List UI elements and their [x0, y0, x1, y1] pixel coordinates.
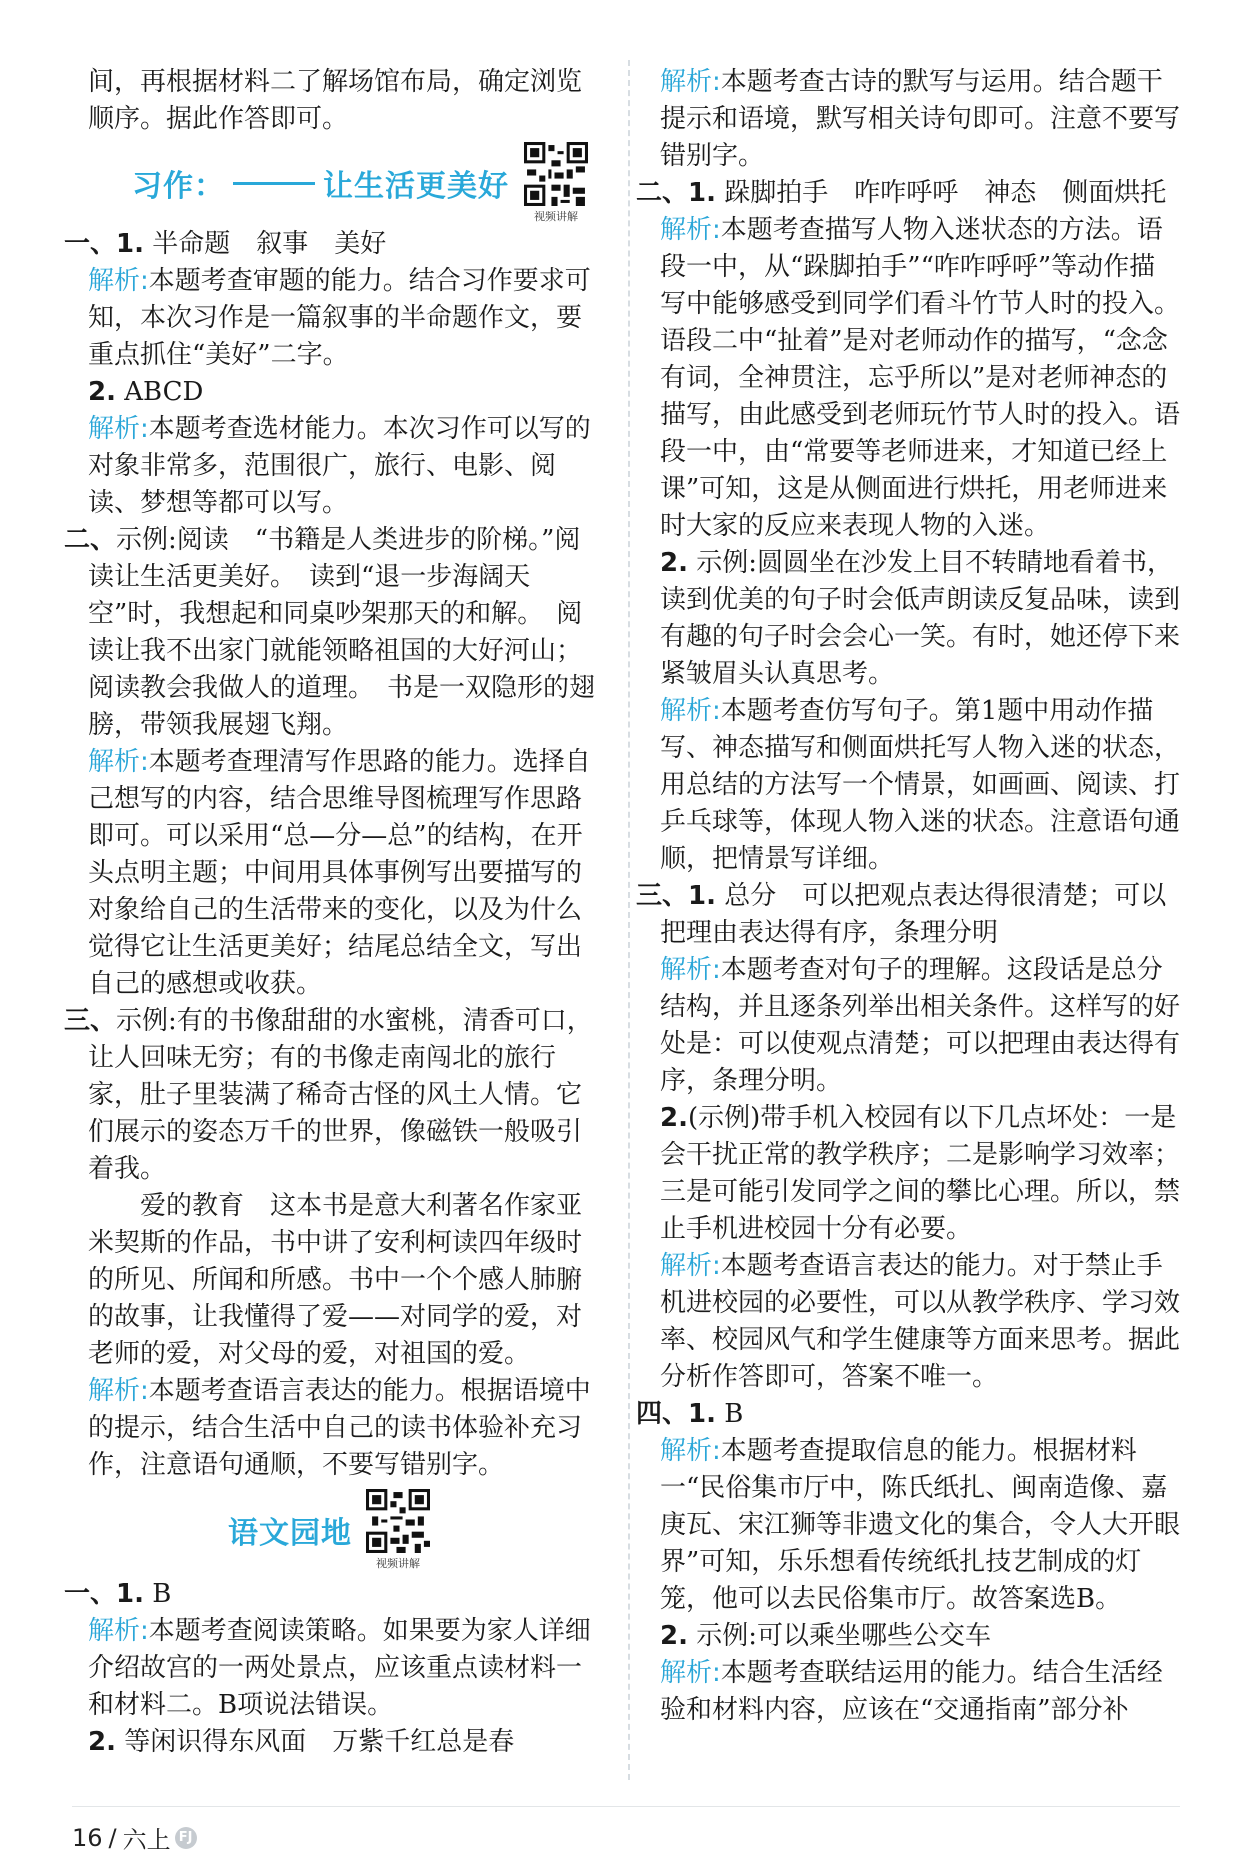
title-blank	[233, 182, 315, 185]
footer-rule	[72, 1806, 1180, 1807]
analysis-label: 解析:	[660, 1251, 721, 1281]
r2-1-analysis: 本题考查描写人物入迷状态的方法。语段一中，从“跺脚拍手”“咋咋呼呼”等动作描写中能够感受到同学们看斗竹节人时的投入。语段二中“扯着”是对老师动作的描写，“念念有词，全神贯注，忘乎所以”是对老师神态的描写，由此感受到老师玩竹节人时的投入。语段一中，由“常要等老师进来，才知道已经上课”可知，这是从侧面进行烘托，用老师进来时大家的反应来表现人物的入迷。	[660, 215, 1181, 541]
q3-analysis: 本题考查语言表达的能力。根据语境中的提示，结合生活中自己的读书体验补充习作，注意语句通顺，不要写错别字。	[88, 1376, 591, 1480]
section-heading-writing	[88, 140, 598, 226]
r3-marker: 三、	[636, 881, 689, 911]
analysis-label: 解析:	[660, 696, 721, 726]
qr-code[interactable]	[366, 1489, 430, 1571]
r4-2-analysis: 本题考查联结运用的能力。结合生活经验和材料内容，应该在“交通指南”部分补	[660, 1658, 1163, 1725]
page-number: 16	[72, 1823, 103, 1852]
grade-label: 六上	[122, 1826, 171, 1854]
footer-separator: /	[108, 1823, 117, 1852]
r3-2-number: 2.	[660, 1103, 688, 1133]
q1-2-analysis: 本题考查选材能力。本次习作可以写的对象非常多，范围很广，旅行、电影、阅读、梦想等都可以写。	[88, 414, 591, 518]
section-heading-yuwen-yuandi	[88, 1484, 598, 1576]
q1-1-number: 1.	[116, 229, 144, 259]
analysis-label: 解析:	[660, 1436, 721, 1466]
r4-marker: 四、	[636, 1399, 689, 1429]
q1-1-analysis: 本题考查审题的能力。结合习作要求可知，本次习作是一篇叙事的半命题作文，要重点抓住“美好”二字。	[88, 266, 591, 370]
analysis-label: 解析:	[660, 955, 721, 985]
analysis-label: 解析:	[660, 1658, 721, 1688]
y1-1-answer: B	[152, 1579, 172, 1609]
y1-marker: 一、	[64, 1579, 117, 1609]
qr-caption: 视频讲解	[376, 1557, 420, 1570]
r2-2-answer: 示例:圆圆坐在沙发上目不转睛地看着书，读到优美的句子时会低声朗读反复品味，读到有趣的句子时会会心一笑。有时，她还停下来紧皱眉头认真思考。	[660, 548, 1181, 689]
right-column	[636, 64, 1181, 1729]
analysis-label: 解析:	[88, 266, 149, 296]
y1-1-number: 1.	[116, 1579, 144, 1609]
q2-answer: 示例:阅读 “书籍是人类进步的阶梯。”阅读让生活更美好。 读到“退一步海阔天空”时，我想起和同桌吵架那天的和解。 阅读让我不出家门就能领略祖国的大好河山；阅读教会我做人的道理。 书是一双隐形的翅膀，带领我展翅飞翔。	[88, 525, 596, 740]
q1-2-number: 2.	[88, 377, 116, 407]
r4-1-analysis: 本题考查提取信息的能力。根据材料一“民俗集市厅中，陈氏纸扎、闽南造像、嘉庚瓦、宋江狮等非遗文化的集合，令人大开眼界”可知，乐乐想看传统纸扎技艺制成的灯笼，他可以去民俗集市厅。故答案选B。	[660, 1436, 1181, 1614]
intro-text: 间，再根据材料二了解场馆布局，确定浏览顺序。据此作答即可。	[88, 67, 583, 134]
r2-1-number: 1.	[688, 178, 716, 208]
qr-code-icon	[524, 142, 588, 206]
left-column	[64, 64, 598, 1761]
r4-2-answer: 示例:可以乘坐哪些公交车	[696, 1621, 991, 1651]
r2-marker: 二、	[636, 178, 689, 208]
analysis-label: 解析:	[660, 215, 721, 245]
r3-2-analysis: 本题考查语言表达的能力。对于禁止手机进校园的必要性，可以从教学秩序、学习效率、校园风气和学生健康等方面来思考。据此分析作答即可，答案不唯一。	[660, 1251, 1181, 1392]
r3-2-answer: (示例)带手机入校园有以下几点坏处：一是会干扰正常的教学秩序；二是影响学习效率；三是可能引发同学之间的攀比心理。所以，禁止手机进校园十分有必要。	[660, 1103, 1181, 1244]
analysis-label: 解析:	[88, 1616, 149, 1646]
y1-2-answer: 等闲识得东风面 万紫千红总是春	[124, 1727, 515, 1757]
r4-1-number: 1.	[688, 1399, 716, 1429]
q1-marker: 一、	[64, 229, 117, 259]
r2-2-analysis: 本题考查仿写句子。第1题中用动作描写、神态描写和侧面烘托写人物入迷的状态，用总结的方法写一个情景，如画画、阅读、打乒乓球等，体现人物入迷的状态。注意语句通顺，把情景写详细。	[660, 696, 1181, 874]
r0-analysis: 本题考查古诗的默写与运用。结合题干提示和语境，默写相关诗句即可。注意不要写错别字。	[660, 67, 1181, 171]
r2-2-number: 2.	[660, 548, 688, 578]
analysis-label: 解析:	[88, 747, 149, 777]
r3-1-answer: 总分 可以把观点表达得很清楚；可以把理由表达得有序，条理分明	[660, 881, 1167, 948]
r3-1-analysis: 本题考查对句子的理解。这段话是总分结构，并且逐条列举出相关条件。这样写的好处是：可以使观点清楚；可以把理由表达得有序，条理分明。	[660, 955, 1181, 1096]
column-divider	[628, 60, 630, 1780]
q2-analysis: 本题考查理清写作思路的能力。选择自己想写的内容，结合思维导图梳理写作思路即可。可以采用“总—分—总”的结构，在开头点明主题；中间用具体事例写出要描写的对象给自己的生活带来的变化，以及为什么觉得它让生活更美好；结尾总结全文，写出自己的感想或收获。	[88, 747, 591, 999]
y1-2-number: 2.	[88, 1727, 116, 1757]
edition-badge: FJ	[175, 1827, 197, 1849]
r2-1-answer: 跺脚拍手 咋咋呼呼 神态 侧面烘托	[724, 178, 1167, 208]
analysis-label: 解析:	[660, 67, 721, 97]
q3-marker: 三、	[64, 1006, 117, 1036]
section-title-suffix: 让生活更美好	[323, 169, 509, 204]
q1-1-answer: 半命题 叙事 美好	[152, 229, 387, 259]
q2-marker: 二、	[64, 525, 117, 555]
section2-title: 语文园地	[228, 1516, 352, 1551]
analysis-label: 解析:	[88, 414, 149, 444]
q3-answer-1: 示例:有的书像甜甜的水蜜桃，清香可口，让人回味无穷；有的书像走南闯北的旅行家，肚子里装满了稀奇古怪的风土人情。它们展示的姿态万千的世界，像磁铁一般吸引着我。	[88, 1006, 593, 1184]
y1-1-analysis: 本题考查阅读策略。如果要为家人详细介绍故宫的一两处景点，应该重点读材料一和材料二。B项说法错误。	[88, 1616, 591, 1720]
q3-answer-2: 爱的教育 这本书是意大利著名作家亚米契斯的作品，书中讲了安利柯读四年级时的所见、所闻和所感。书中一个个感人肺腑的故事，让我懂得了爱——对同学的爱，对老师的爱，对父母的爱，对祖国的爱。	[88, 1191, 583, 1369]
analysis-label: 解析:	[88, 1376, 149, 1406]
q1-2-answer: ABCD	[124, 377, 204, 407]
r4-1-answer: B	[724, 1399, 744, 1429]
qr-code-icon	[366, 1489, 430, 1553]
page-footer	[72, 1820, 197, 1855]
r4-2-number: 2.	[660, 1621, 688, 1651]
qr-caption: 视频讲解	[534, 210, 578, 223]
qr-code[interactable]	[524, 142, 588, 224]
r3-1-number: 1.	[688, 881, 716, 911]
section-title-prefix: 习作：	[132, 169, 225, 204]
